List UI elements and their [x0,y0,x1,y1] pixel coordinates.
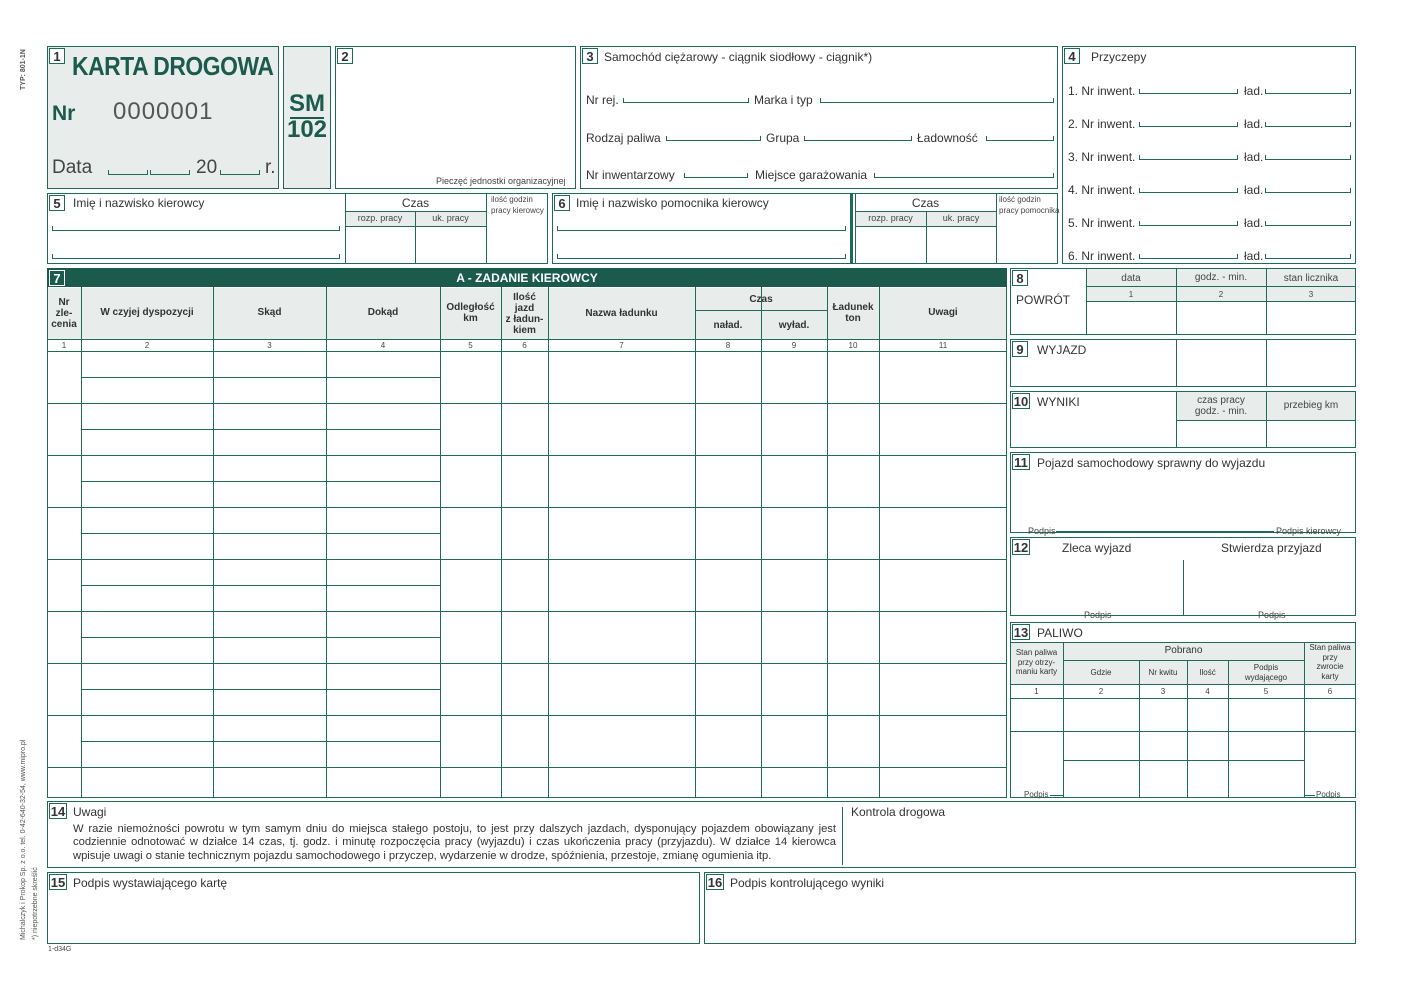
col-number: 2 [1218,290,1224,299]
fuel-grid-line [1063,660,1304,661]
col-number: 7 [619,341,624,350]
signature-label: Podpis [1084,610,1112,620]
col-header-nalad: naład. [713,320,743,331]
col-header-czas: Czas [749,294,773,305]
nr-inw-label: Nr inwentarzowy [586,168,675,182]
day-field[interactable] [108,170,148,175]
col-number: 6 [1327,687,1333,696]
trailer-label: 4. Nr inwent. [1068,183,1136,197]
fuel-end-header-line: zwrocie [1316,662,1344,671]
task-subrow-line [81,741,440,742]
fuel-start-header-line: maniu karty [1015,667,1058,676]
paliwo-label: Rodzaj paliwa [586,131,661,145]
departure-label: WYJAZD [1037,343,1087,357]
grid-col-line [326,287,327,798]
section-2-stamp[interactable] [335,46,576,189]
month-field[interactable] [150,170,190,175]
driver-hours-label-1: ilość godzin [491,195,533,204]
grid-col-line [213,287,214,798]
nr-rej-label: Nr rej. [586,93,619,107]
trailers-title: Przyczepy [1091,50,1147,64]
section-number: 12 [1013,539,1029,555]
trailer-lad-label: ład. [1244,216,1264,230]
task-row-line [47,715,1007,716]
marka-label: Marka i typ [754,93,813,107]
trailer-lad-field[interactable] [1265,221,1351,226]
year-suffix: r. [265,157,276,178]
section-number: 3 [582,48,598,64]
fuel-sig-line [1050,795,1063,796]
fuel-taken-header: Pobrano [1164,645,1203,656]
col-number: 11 [938,341,948,350]
col-header-ilosc-line: z ładun- [505,314,544,325]
fuel-amount-header: Ilość [1199,668,1216,677]
task-subrow-line [81,689,440,690]
col-header-odl [440,302,501,324]
driver-uk-label: uk. pracy [432,213,469,223]
data-label: Data [52,157,93,178]
road-control-label: Kontrola drogowa [851,805,946,819]
task-row-line [47,767,1007,768]
col-number: 2 [144,341,150,350]
trailer-lad-label: ład. [1244,183,1264,197]
ladownosc-field[interactable] [986,136,1054,141]
grid-col-line [879,287,880,798]
assistant-uk-label: uk. pracy [942,213,980,223]
nr-inw-field[interactable] [684,173,748,178]
driver-name-label: Imię i nazwisko kierowcy [73,196,205,210]
col-number: 5 [1263,687,1269,696]
year-prefix: 20 [196,157,218,178]
tasks-title: A - ZADANIE KIEROWCY [456,271,598,285]
garaz-label: Miejsce garażowania [755,168,868,182]
task-row-line [47,507,1007,508]
signature-label: Podpis [1258,610,1286,620]
col-number: 9 [791,341,797,350]
col-header-ladunek [827,302,879,324]
vehicle-title: Samochód ciężarowy - ciągnik siodłowy - ciągnik*) [604,50,873,64]
garaz-field[interactable] [874,173,1054,178]
trailer-label: 1. Nr inwent. [1068,84,1136,98]
col-number: 3 [1308,290,1314,299]
fuel-start-header-line: przy otrzy- [1017,657,1056,667]
assistant-hours-label-1: ilość godzin [999,195,1041,204]
col-header-ilosc-line: Ilość [513,292,536,303]
driver-signature-label: Podpis kierowcy [1276,526,1342,536]
trailer-label: 2. Nr inwent. [1068,117,1136,131]
results-km-header: przebieg km [1283,400,1339,411]
trailer-lad-label: ład. [1244,84,1264,98]
task-subrow-line [81,585,440,586]
fuel-end-header [1304,643,1356,681]
nr-rej-field[interactable] [623,98,749,103]
col-header-odl-line: Odległość [446,302,495,313]
trailer-lad-label: ład. [1244,249,1264,263]
issuer-signature-label: Podpis wystawiającego kartę [73,876,228,890]
grupa-field[interactable] [804,136,912,141]
section-number: 15 [50,874,66,890]
col-number: 1 [1034,687,1039,696]
form-title: KARTA DROGOWA [72,51,274,81]
col-header-ilosc [501,292,548,336]
grid-col-line [548,287,549,798]
fuel-grid-line [1063,760,1304,761]
results-label: WYNIKI [1037,395,1080,409]
task-subrow-line [81,481,440,482]
footnote: *) niepotrzebne skreślić [32,867,39,940]
trailer-label: 5. Nr inwent. [1068,216,1136,230]
section-number: 10 [1013,393,1029,409]
task-subrow-line [81,377,440,378]
fuel-signature-label: Podpis [1316,790,1341,799]
trailer-lad-label: ład. [1244,150,1264,164]
col-header-ilosc-line: kiem [513,325,536,336]
col-header-dokad: Dokąd [367,307,399,318]
fuel-end-header-line: karty [1321,671,1339,681]
grid-row-line [47,339,1007,340]
grid-row-line [47,351,1007,352]
task-row-line [47,663,1007,664]
trailer-label: 3. Nr inwent. [1068,150,1136,164]
col-header-wylad: wyład. [778,320,810,331]
trailer-nr-field[interactable] [1139,221,1238,226]
trailer-lad-field[interactable] [1265,89,1351,94]
results-time-header-1: czas pracy [1197,395,1245,406]
col-header-nazwa: Nazwa ładunku [585,308,658,319]
task-subrow-line [81,533,440,534]
fuel-end-header-line: Stan paliwa [1309,643,1351,652]
trailer-nr-field[interactable] [1139,155,1238,160]
driver-rozp-label: rozp. pracy [357,213,403,223]
assistant-name-field-2[interactable] [557,254,846,259]
assistant-name-field-1[interactable] [557,226,846,231]
results-time-header-2: godz. - min. [1194,406,1248,417]
controller-signature-label: Podpis kontrolującego wyniki [730,876,885,890]
section-number: 16 [707,874,723,890]
col-header-odl-line: km [463,313,478,324]
col-header-nr-line: cenia [51,319,77,330]
driver-name-field-2[interactable] [52,254,340,259]
trailer-lad-field[interactable] [1265,188,1351,193]
section-number: 9 [1012,341,1028,357]
col-number: 3 [267,341,272,350]
col-number: 1 [61,341,67,350]
year-field[interactable] [220,170,260,175]
col-header-sklad: Skąd [257,307,282,318]
return-label: POWRÓT [1016,293,1070,307]
fuel-grid-line [1187,660,1188,798]
col-header-ladunek-line: Ładunek [832,302,874,313]
task-row-line [47,559,1007,560]
nr-label: Nr [52,102,76,125]
fuel-grid-line [1139,660,1140,798]
publisher-info: Michalczyk i Prokop Sp. z o.o. tel. 0-42-640-32-54, www.mipro.pl [20,739,27,940]
trailer-lad-field[interactable] [1265,254,1351,259]
fuel-receipt-header: Nr kwitu [1148,668,1178,677]
confirms-arrival: Stwierdza przyjazd [1221,541,1322,555]
col-number: 3 [1160,687,1166,696]
assistant-rozp-label: rozp. pracy [868,213,913,223]
trailer-label: 6. Nr inwent. [1068,249,1136,263]
col-header-nr [47,297,81,330]
fuel-end-header-line: przy [1322,652,1338,662]
driver-hours-label-2: pracy kierowcy [491,206,544,215]
section-number: 2 [337,48,353,64]
section-number: 4 [1064,48,1080,64]
task-subrow-line [81,429,440,430]
col-number: 1 [1128,290,1134,299]
fuel-sig-line [1304,795,1315,796]
task-row-line [47,611,1007,612]
return-time-header: godz. - min. [1194,272,1248,283]
fuel-signature-label: Podpis [1024,790,1049,799]
ladownosc-label: Ładowność [917,131,978,145]
fuel-start-header-line: Stan paliwa [1015,648,1058,657]
fit-label: Pojazd samochodowy sprawny do wyjazdu [1037,456,1266,470]
grupa-label: Grupa [766,131,800,145]
section-number: 11 [1012,454,1030,470]
task-subrow-line [81,637,440,638]
col-header-dysp: W czyjej dyspozycji [100,307,194,318]
sm-code-top: SM [289,90,325,117]
fuel-issuer-header-line: Podpis [1253,663,1279,672]
section-number: 5 [49,195,65,211]
fit-signature-label: Podpis [1028,526,1056,536]
assistant-hours-label-2: pracy pomocnika [999,206,1060,215]
col-number: 4 [1205,687,1210,696]
col-number: 10 [848,341,858,350]
grid-col-line [81,287,82,798]
section-number: 1 [49,48,65,64]
trailer-nr-field[interactable] [1139,89,1238,94]
assistant-name-label: Imię i nazwisko pomocnika kierowcy [576,196,769,210]
fuel-issuer-header-line: wydającego [1244,672,1288,682]
print-code: 1-d34G [48,946,72,953]
section-number: 13 [1013,624,1029,640]
task-row-line [47,455,1007,456]
trailer-lad-field[interactable] [1265,122,1351,127]
col-header-uwagi: Uwagi [928,307,958,318]
col-number: 6 [522,341,527,350]
grid-col-line [440,287,441,798]
fuel-grid-line [1063,642,1064,798]
trailer-lad-label: ład. [1244,117,1264,131]
fuel-start-header [1010,648,1063,677]
driver-name-field-1[interactable] [52,226,340,231]
notes-label: Uwagi [73,805,107,819]
section-number: 14 [50,803,66,819]
trailer-nr-field[interactable] [1139,122,1238,127]
col-header-ladunek-line: ton [845,313,861,324]
notes-instructions: W razie niemożności powrotu w tym samym dniu do miejsca stałego postoju, to jest przy dalszych jazdach, dysponujący pojazdem obowiązany jest codziennie odnotować w działce 14 czas, tj. godz. i minutę rozpoczęcia pracy (wyjazdu) i czas ukończenia pracy (przyjazdu). W działce 14 kierowca wpisuje uwagi o stanie technicznym pojazdu samochodowego i przyczep, wydarzenie w drodze, spóźnienia, przestoje, zmianę ogumienia itp. [73,823,836,862]
grid-col-line [827,287,828,798]
fuel-issuer-header [1228,663,1304,682]
trailer-nr-field[interactable] [1139,188,1238,193]
col-header-nr-line: zle- [55,308,73,319]
trailer-lad-field[interactable] [1265,155,1351,160]
grid-col-line [695,287,696,798]
stamp-label: Pieczęć jednostki organizacyjnej [436,176,566,186]
return-odometer-header: stan licznika [1283,273,1339,284]
fuel-where-header: Gdzie [1090,668,1112,677]
col-number: 8 [725,341,731,350]
grid-row-line [695,310,827,311]
return-date-header: data [1121,273,1141,284]
orders-departure: Zleca wyjazd [1062,541,1132,555]
trailer-nr-field[interactable] [1139,254,1238,259]
col-number: 4 [380,341,386,350]
task-row-line [47,403,1007,404]
section-number: 8 [1012,270,1028,286]
marka-field[interactable] [820,98,1054,103]
assistant-czas-label: Czas [911,196,940,210]
section-number: 7 [49,270,65,286]
card-number: 0000001 [113,98,214,125]
paliwo-field[interactable] [666,136,761,141]
fuel-label: PALIWO [1037,626,1083,640]
sm-code-bottom: 102 [286,116,328,143]
form-type-code: TYP: 801-1N [20,49,27,90]
col-number: 2 [1098,687,1104,696]
grid-col-line [761,287,762,798]
col-number: 5 [468,341,473,350]
col-header-nr-line: Nr [58,297,70,308]
section-number: 6 [554,195,570,211]
grid-col-line [501,287,502,798]
col-header-ilosc-line: jazd [514,303,535,314]
driver-czas-label: Czas [401,196,430,210]
